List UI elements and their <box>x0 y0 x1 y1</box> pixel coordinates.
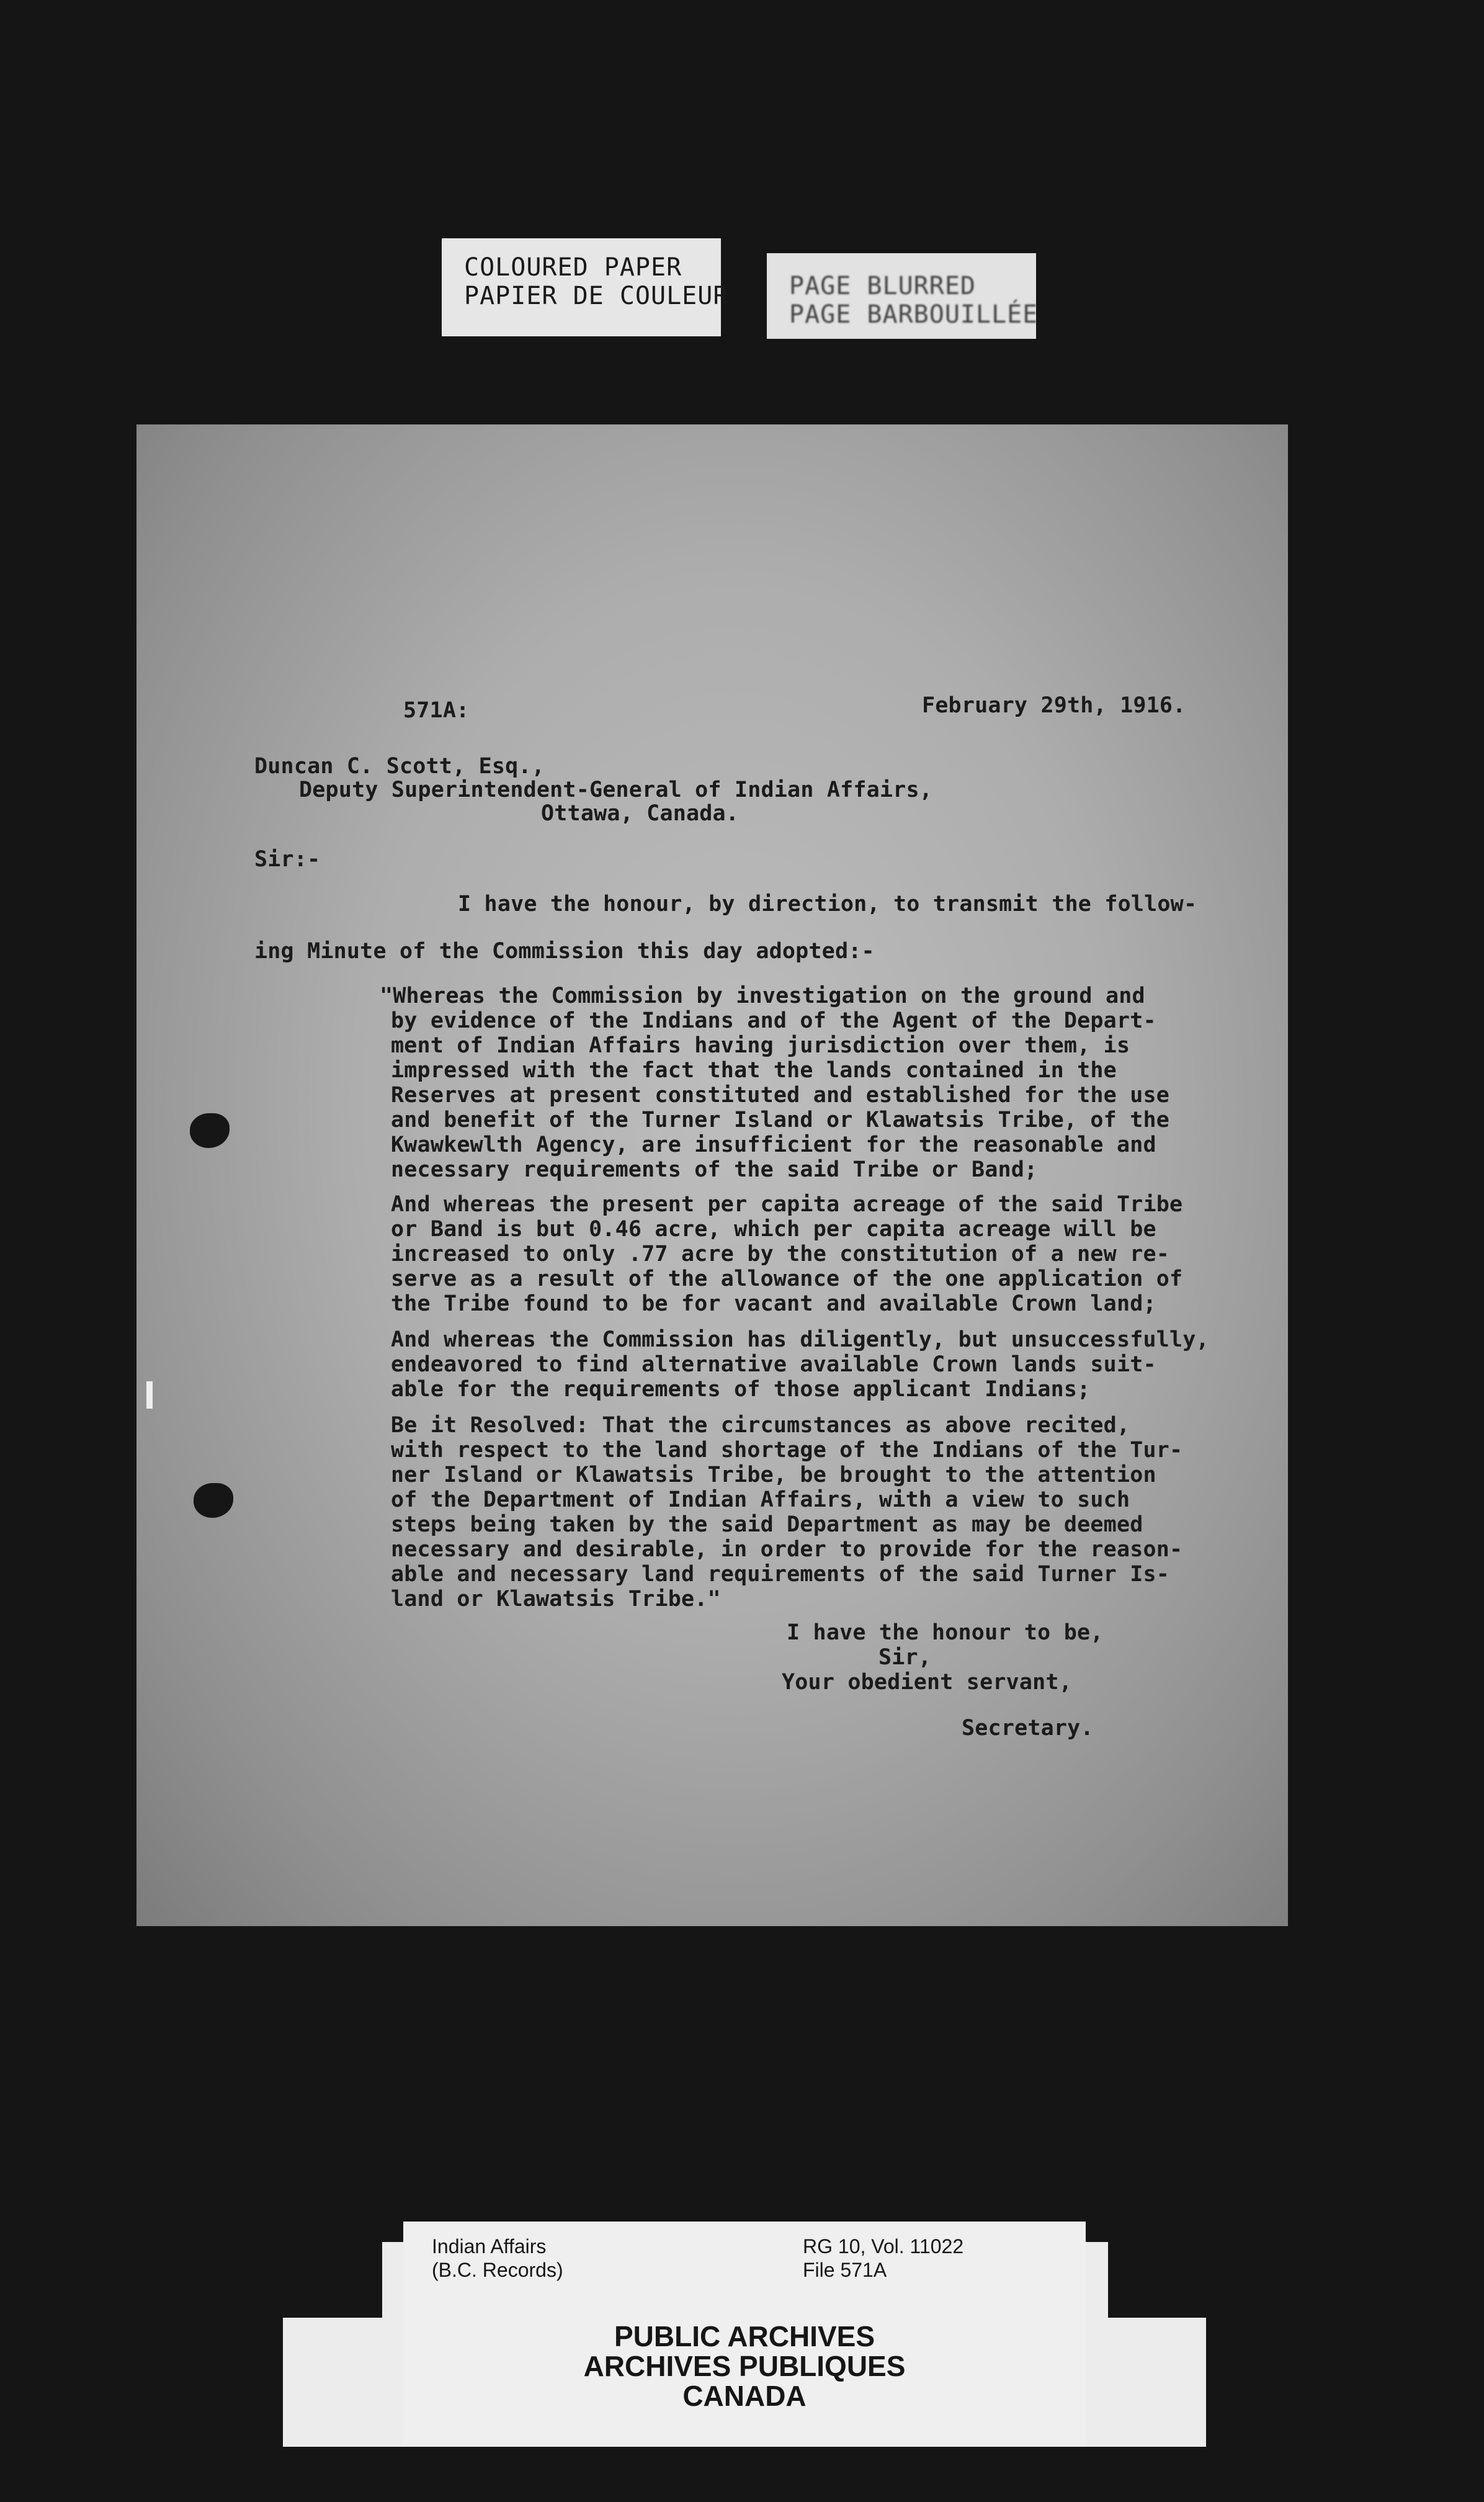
minute-line: steps being taken by the said Department as may be deemed <box>391 1512 1143 1537</box>
page-blurred-label <box>767 253 1039 339</box>
addressee-title: Deputy Superintendent-General of Indian Affairs, <box>299 778 933 802</box>
minute-line: And whereas the present per capita acreage of the said Tribe <box>391 1192 1183 1217</box>
archive-subseries: (B.C. Records) <box>432 2259 563 2281</box>
archive-label-notch-left <box>283 2242 382 2318</box>
coloured-paper-label <box>442 238 729 336</box>
minute-line: Be it Resolved: That the circumstances as above recited, <box>391 1413 1130 1438</box>
minute-line: "Whereas the Commission by investigation on the ground and <box>380 984 1145 1008</box>
letter-page <box>136 424 1288 1926</box>
minute-line: impressed with the fact that the lands contained in the <box>391 1058 1117 1083</box>
minute-line: necessary and desirable, in order to provide for the reason- <box>391 1537 1183 1562</box>
archive-title-english: PUBLIC ARCHIVES <box>614 2320 875 2352</box>
minute-line: Kwawkewlth Agency, are insufficient for the reasonable and <box>391 1132 1156 1157</box>
minute-line: necessary requirements of the said Tribe or Band; <box>391 1157 1038 1182</box>
addressee-city: Ottawa, Canada. <box>541 801 740 826</box>
archive-label-notch-right <box>1108 2242 1206 2318</box>
punch-hole-upper <box>190 1113 230 1148</box>
minute-line: with respect to the land shortage of the Indians of the Tur- <box>391 1438 1183 1463</box>
punch-hole-lower <box>194 1483 233 1518</box>
minute-line: serve as a result of the allowance of the one application of <box>391 1267 1183 1291</box>
signature-secretary: Secretary. <box>962 1716 1094 1741</box>
minute-line: able for the requirements of those applicant Indians; <box>391 1377 1091 1402</box>
minute-line: increased to only .77 acre by the constitution of a new re- <box>391 1242 1170 1267</box>
minute-line: able and necessary land requirements of the said Turner Is- <box>391 1562 1170 1587</box>
minute-line: of the Department of Indian Affairs, with a view to such <box>391 1487 1130 1512</box>
addressee-name: Duncan C. Scott, Esq., <box>254 754 545 779</box>
archive-file: File 571A <box>803 2259 887 2281</box>
closing-line-2: Sir, <box>878 1645 932 1670</box>
closing-line-1: I have the honour to be, <box>787 1620 1104 1645</box>
archive-volume: RG 10, Vol. 11022 <box>803 2235 964 2258</box>
intro-line-2: ing Minute of the Commission this day adopted:- <box>254 939 875 964</box>
minute-line: ner Island or Klawatsis Tribe, be brought to the attention <box>391 1463 1156 1487</box>
minute-line: endeavored to find alternative available Crown lands suit- <box>391 1352 1156 1377</box>
coloured-paper-label-line1: COLOURED PAPER <box>464 253 682 282</box>
page-edge-mark <box>146 1381 153 1409</box>
file-reference: 571A: <box>403 698 470 723</box>
minute-line: the Tribe found to be for vacant and available Crown land; <box>391 1291 1156 1316</box>
archive-label-card <box>403 2222 1086 2447</box>
closing-line-3: Your obedient servant, <box>782 1670 1072 1695</box>
minute-line: ment of Indian Affairs having jurisdiction over them, is <box>391 1033 1130 1058</box>
minute-line: Reserves at present constituted and established for the use <box>391 1083 1170 1108</box>
page-blurred-label-line2: PAGE BARBOUILLÉE <box>789 300 1039 329</box>
coloured-paper-label-line2: PAPIER DE COULEUR <box>464 282 729 310</box>
minute-line: and benefit of the Turner Island or Klawatsis Tribe, of the <box>391 1108 1170 1132</box>
minute-line: or Band is but 0.46 acre, which per capita acreage will be <box>391 1217 1156 1242</box>
minute-line: And whereas the Commission has diligently, but unsuccessfully, <box>391 1327 1209 1352</box>
archive-series: Indian Affairs <box>432 2235 547 2258</box>
page-blurred-label-line1: PAGE BLURRED <box>789 272 976 300</box>
minute-line: land or Klawatsis Tribe." <box>391 1587 721 1612</box>
archive-title-country: CANADA <box>682 2380 807 2412</box>
minute-line: by evidence of the Indians and of the Agent of the Depart- <box>391 1008 1156 1033</box>
salutation: Sir:- <box>254 847 321 872</box>
archive-title-french: ARCHIVES PUBLIQUES <box>583 2350 906 2382</box>
intro-line-1: I have the honour, by direction, to transmit the follow- <box>458 892 1197 917</box>
letter-date: February 29th, 1916. <box>922 693 1186 718</box>
